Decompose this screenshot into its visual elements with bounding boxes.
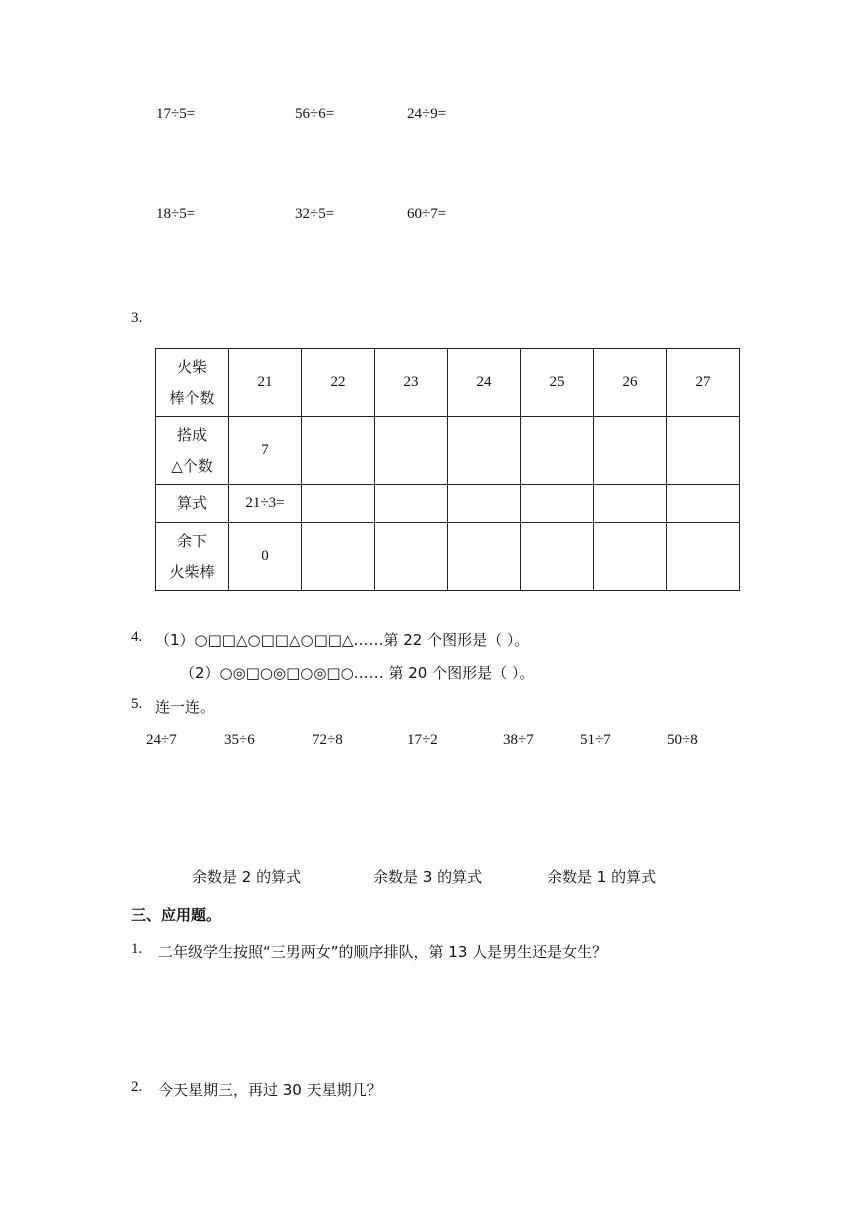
header-line: 余下	[176, 531, 207, 550]
match-expression: 17÷2	[407, 732, 438, 748]
question-number: 5.	[131, 696, 143, 712]
table-cell	[667, 523, 740, 591]
row-header	[156, 349, 229, 417]
division-item: 17÷5=	[156, 106, 196, 122]
table-cell	[521, 485, 594, 523]
table-cell: 27	[667, 349, 740, 417]
pattern-question-1: （1）○□□△○□□△○□□△……第 22 个图形是（ ）。	[155, 631, 530, 649]
table-row	[156, 349, 740, 417]
pattern-question-2: （2）○◎□○◎□○◎□○…… 第 20 个图形是（ ）。	[180, 664, 535, 682]
table-cell: 0	[229, 523, 302, 591]
header-line: 火柴棒	[169, 562, 215, 581]
table-cell	[594, 523, 667, 591]
table-cell	[667, 485, 740, 523]
table-cell	[302, 523, 375, 591]
table-cell	[448, 417, 521, 485]
question-number: 4.	[131, 629, 143, 645]
question-number: 1.	[131, 941, 143, 957]
table-cell	[594, 485, 667, 523]
table-cell: 22	[302, 349, 375, 417]
match-expression: 24÷7	[146, 732, 177, 748]
table-cell	[375, 523, 448, 591]
table-cell: 24	[448, 349, 521, 417]
header-line: 算式	[176, 494, 207, 512]
header-line: △个数	[171, 456, 213, 475]
table-cell	[667, 417, 740, 485]
match-expression: 51÷7	[580, 732, 611, 748]
word-problem: 二年级学生按照“三男两女”的顺序排队，第 13 人是男生还是女生？	[158, 943, 608, 961]
table-cell: 26	[594, 349, 667, 417]
table-cell: 21	[229, 349, 302, 417]
header-line: 棒个数	[169, 388, 215, 407]
division-item: 32÷5=	[295, 206, 335, 222]
division-item: 18÷5=	[156, 206, 196, 222]
question-title: 连一连。	[155, 698, 216, 716]
question-number: 2.	[131, 1079, 143, 1095]
remainder-category: 余数是 2 的算式	[192, 868, 302, 886]
table-cell	[448, 523, 521, 591]
table-cell	[375, 485, 448, 523]
matchstick-table	[155, 348, 740, 591]
row-header	[156, 417, 229, 485]
header-line: 火柴	[176, 357, 207, 376]
word-problem: 今天星期三，再过 30 天星期几？	[158, 1081, 382, 1099]
table-row	[156, 523, 740, 591]
match-expression: 50÷8	[667, 732, 698, 748]
table-row	[156, 485, 740, 523]
table-cell: 21÷3=	[229, 485, 302, 523]
remainder-category: 余数是 3 的算式	[373, 868, 483, 886]
table-cell: 23	[375, 349, 448, 417]
division-item: 60÷7=	[407, 206, 447, 222]
row-header	[156, 485, 229, 523]
header-line: 搭成	[176, 425, 207, 444]
table-cell	[302, 485, 375, 523]
division-item: 24÷9=	[407, 106, 447, 122]
table-cell	[302, 417, 375, 485]
match-expression: 38÷7	[503, 732, 534, 748]
match-expression: 72÷8	[312, 732, 343, 748]
table-cell: 7	[229, 417, 302, 485]
table-cell: 25	[521, 349, 594, 417]
remainder-category: 余数是 1 的算式	[547, 868, 657, 886]
table-cell	[521, 417, 594, 485]
division-item: 56÷6=	[295, 106, 335, 122]
table-cell	[375, 417, 448, 485]
table-cell	[448, 485, 521, 523]
table-cell	[521, 523, 594, 591]
table-row	[156, 417, 740, 485]
table-cell	[594, 417, 667, 485]
question-number: 3.	[131, 310, 143, 326]
row-header	[156, 523, 229, 591]
match-expression: 35÷6	[224, 732, 255, 748]
section-title: 三、应用题。	[131, 906, 222, 924]
